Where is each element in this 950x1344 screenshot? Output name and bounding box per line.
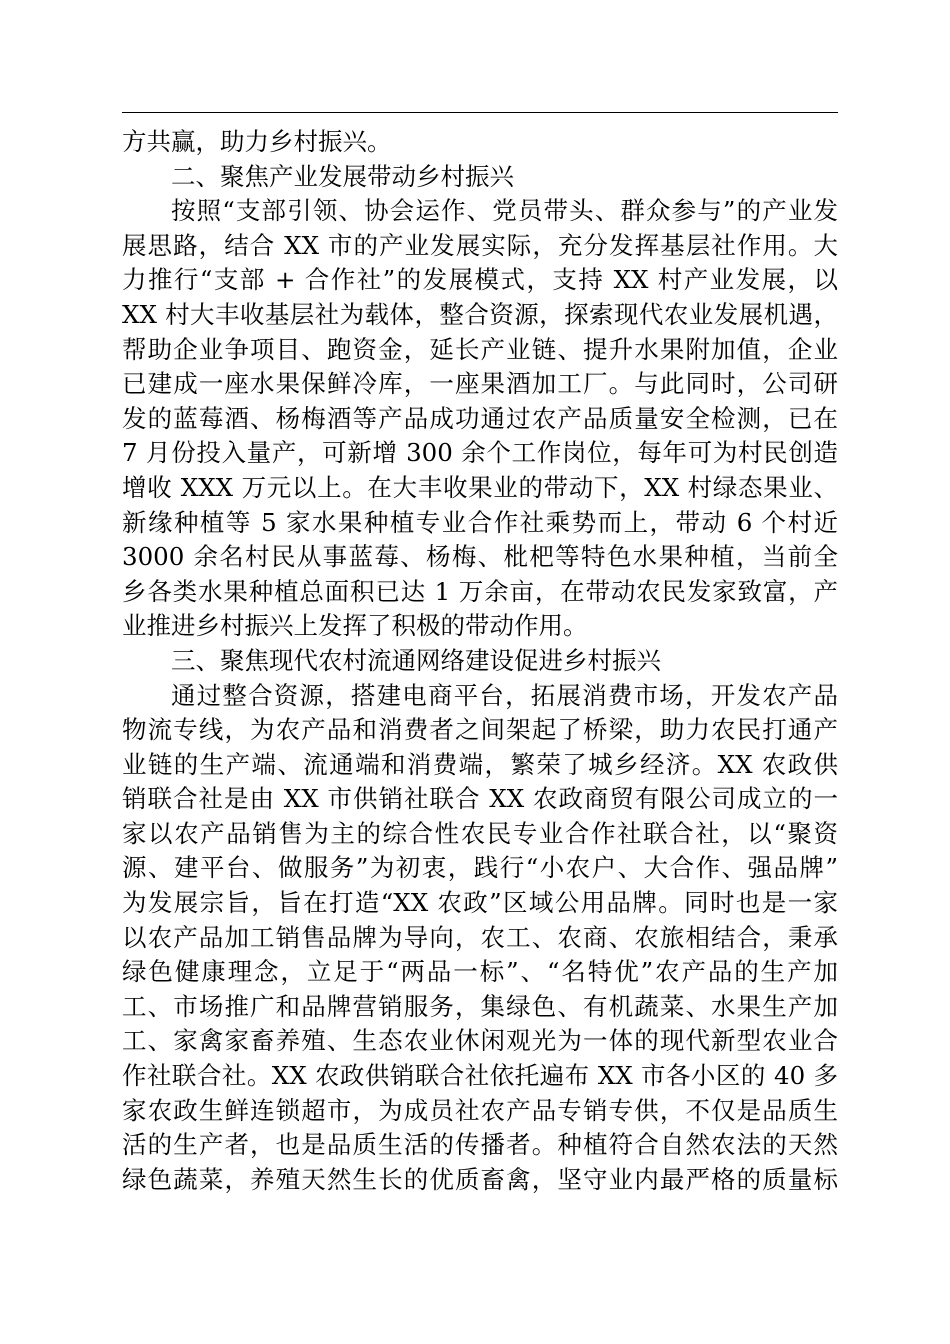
section-heading: 二、聚焦产业发展带动乡村振兴 — [171, 161, 514, 191]
paragraph-line: 以农产品加工销售品牌为导向，农工、农商、农旅相结合，秉承 — [122, 922, 838, 952]
paragraph-line: XX 村大丰收基层社为载体，整合资源，探索现代农业发展机遇， — [122, 299, 838, 329]
paragraph-line: 方共赢，助力乡村振兴。 — [122, 127, 392, 156]
paragraph-line: 已建成一座水果保鲜冷库，一座果酒加工厂。与此同时，公司研 — [122, 369, 838, 399]
paragraph-line: 按照“支部引领、协会运作、党员带头、群众参与”的产业发 — [171, 196, 838, 226]
paragraph-line: 发的蓝莓酒、杨梅酒等产品成功通过农产品质量安全检测，已在 — [122, 403, 838, 433]
paragraph-line: 新缘种植等 5 家水果种植专业合作社乘势而上，带动 6 个村近 — [122, 507, 838, 537]
paragraph-line: 3000 余名村民从事蓝莓、杨梅、枇杷等特色水果种植，当前全 — [122, 542, 838, 572]
paragraph-line: 工、市场推广和品牌营销服务，集绿色、有机蔬菜、水果生产加 — [122, 991, 838, 1021]
paragraph-line: 绿色蔬菜，养殖天然生长的优质畜禽，坚守业内最严格的质量标 — [122, 1164, 838, 1194]
document-body — [122, 125, 838, 1197]
paragraph-line: 业链的生产端、流通端和消费端，繁荣了城乡经济。XX 农政供 — [122, 749, 838, 779]
paragraph-line: 工、家禽家畜养殖、生态农业休闲观光为一体的现代新型农业合 — [122, 1026, 838, 1056]
paragraph-line: 绿色健康理念，立足于“两品一标”、“名特优”农产品的生产加 — [122, 957, 838, 987]
section-heading: 三、聚焦现代农村流通网络建设促进乡村振兴 — [171, 645, 661, 675]
paragraph-line: 帮助企业争项目、跑资金，延长产业链、提升水果附加值，企业 — [122, 334, 838, 364]
header-divider — [122, 112, 838, 113]
paragraph-line: 家以农产品销售为主的综合性农民专业合作社联合社，以“聚资 — [122, 818, 838, 848]
paragraph-line: 销联合社是由 XX 市供销社联合 XX 农政商贸有限公司成立的一 — [122, 784, 838, 814]
paragraph-line: 7 月份投入量产，可新增 300 余个工作岗位，每年可为村民创造 — [122, 438, 838, 468]
paragraph-line: 源、建平台、做服务”为初衷，践行“小农户、大合作、强品牌” — [122, 853, 838, 883]
paragraph-line: 展思路，结合 XX 市的产业发展实际，充分发挥基层社作用。大 — [122, 230, 838, 260]
paragraph-line: 物流专线，为农产品和消费者之间架起了桥梁，助力农民打通产 — [122, 715, 838, 745]
paragraph-line: 力推行“支部 + 合作社”的发展模式，支持 XX 村产业发展，以 — [122, 265, 838, 295]
paragraph-line: 乡各类水果种植总面积已达 1 万余亩，在带动农民发家致富，产 — [122, 576, 838, 606]
paragraph-line: 作社联合社。XX 农政供销联合社依托遍布 XX 市各小区的 40 多 — [122, 1061, 838, 1091]
paragraph-line: 业推进乡村振兴上发挥了积极的带动作用。 — [122, 611, 588, 641]
paragraph-line: 家农政生鲜连锁超市，为成员社农产品专销专供，不仅是品质生 — [122, 1095, 838, 1125]
paragraph-line: 活的生产者，也是品质生活的传播者。种植符合自然农法的天然 — [122, 1130, 838, 1160]
paragraph-line: 增收 XXX 万元以上。在大丰收果业的带动下，XX 村绿态果业、 — [122, 472, 838, 502]
paragraph-line: 为发展宗旨，旨在打造“XX 农政”区域公用品牌。同时也是一家 — [122, 888, 838, 918]
paragraph-line: 通过整合资源，搭建电商平台，拓展消费市场，开发农产品 — [171, 680, 838, 710]
